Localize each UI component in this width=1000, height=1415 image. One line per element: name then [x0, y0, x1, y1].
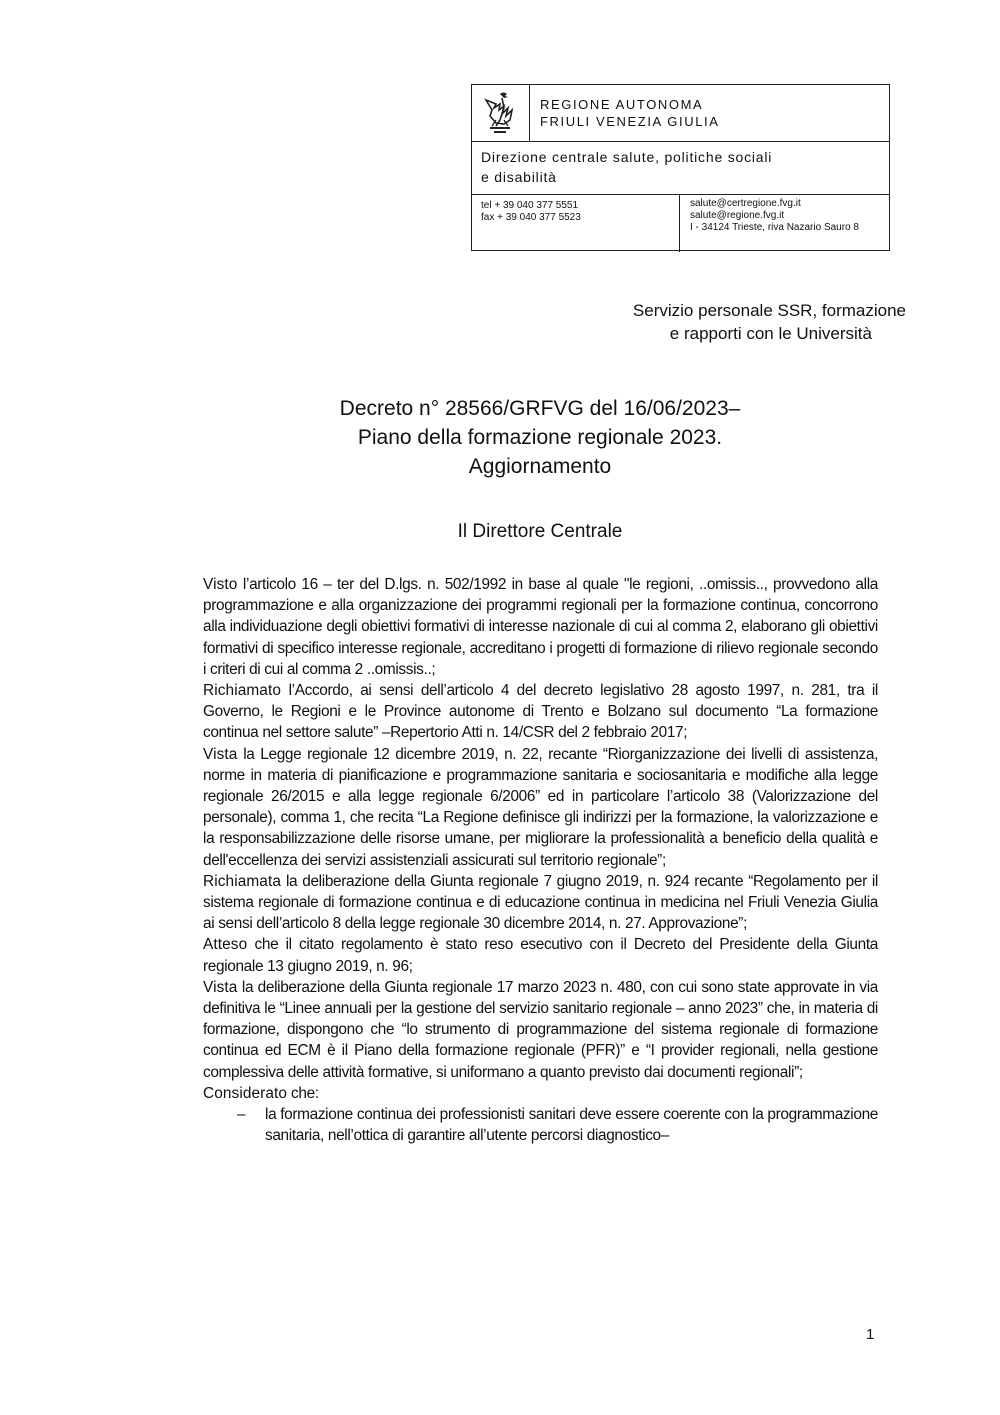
contact-row [472, 194, 889, 252]
phone-number: tel + 39 040 377 5551 [481, 200, 579, 211]
eagle-emblem-icon [480, 90, 520, 136]
paragraph-lead: Vista [203, 745, 238, 763]
paragraph [203, 680, 878, 744]
letterhead-header-row [472, 85, 889, 142]
paragraph [203, 871, 878, 935]
paragraph-lead: Vista [203, 978, 238, 996]
contact-addresses [690, 198, 859, 234]
letterhead [471, 84, 890, 251]
paragraph-text: l’Accordo, ai sensi dell’articolo 4 del decreto legislativo 28 agosto 1997, n. 281, tra il Governo, le Regioni e le Province autonome di Trento e Bolzano sul documento “La formazione continua nel settore salute” –Repertorio Atti n. 14/CSR del 2 febbraio 2017; [203, 682, 878, 742]
decree-title-line2: Piano della formazione regionale 2023. [357, 426, 723, 449]
paragraph-lead: Atteso [203, 936, 248, 954]
paragraph-text: che il citato regolamento è stato reso esecutivo con il Decreto del Presidente della Giunta regionale 13 giugno 2019, n. 96; [203, 936, 878, 975]
region-name [540, 96, 720, 130]
region-name-line1: REGIONE AUTONOMA [540, 97, 704, 112]
contact-divider [679, 194, 680, 252]
postal-address: I - 34124 Trieste, riva Nazario Sauro 8 [690, 222, 859, 233]
paragraph-lead: Visto [203, 576, 238, 593]
paragraph-text: l’articolo 16 – ter del D.lgs. n. 502/1992 in base al quale "le regioni, ..omissis.., provvedono alla programmazione e alla organizzazione dei programmi regionali per la formazione continua, concorrono alla individuazione degli obiettivi formativi di interesse nazionale di cui al comma 2, elaborano gli obiettivi formativi di specifico interesse regionale, accreditano i progetti di formazione di rilievo regionale secondo i criteri di cui al comma 2 ..omissis..; [203, 576, 878, 678]
decree-title [270, 394, 810, 481]
paragraph [203, 1083, 878, 1104]
logo-box [472, 85, 530, 141]
paragraph [203, 744, 878, 871]
department-row [472, 141, 889, 195]
paragraph-text: la deliberazione della Giunta regionale 7 giugno 2019, n. 924 recante “Regolamento per il sistema regionale di formazione continua e di educazione continua in medicina nel Friuli Venezia Giulia ai sensi dell’articolo 8 della legge regionale 30 dicembre 2014, n. 27. Approvazione”; [203, 872, 878, 933]
paragraph [203, 977, 878, 1083]
paragraph [203, 574, 878, 680]
email: salute@regione.fvg.it [690, 210, 785, 221]
paragraph-text: la Legge regionale 12 dicembre 2019, n. 22, recante “Riorganizzazione dei livelli di assistenza, norme in materia di pianificazione e programmazione sanitaria e sociosanitaria e modifiche alla legge regionale 26/2015 e alla legge regionale 6/2006” ed in particolare l’articolo 38 (Valorizzazione del personale), comma 1, che recita “La Regione definisce gli indirizzi per la formazione, la valorizzazione e la responsabilizzazione delle risorse umane, per migliorare la professionalità a beneficio della qualità e dell'eccellenza dei servizi assistenziali assicurati sul territorio regionale”; [203, 745, 878, 869]
page-number: 1 [866, 1326, 875, 1343]
decree-body [203, 574, 878, 1146]
paragraph-lead: Richiamata [203, 872, 281, 890]
paragraph-text: che: [287, 1084, 319, 1102]
service-line1: Servizio personale SSR, formazione [632, 301, 906, 320]
cert-email: salute@certregione.fvg.it [690, 198, 801, 209]
contact-phones [481, 200, 581, 224]
paragraph [203, 934, 878, 976]
paragraph-lead: Considerato [203, 1084, 288, 1102]
department-line2: e disabilità [481, 169, 557, 185]
fax-number: fax + 39 040 377 5523 [481, 212, 581, 223]
service-name [560, 299, 906, 345]
department-line1: Direzione centrale salute, politiche sociali [481, 149, 773, 165]
paragraph-lead: Richiamato [203, 682, 281, 700]
list-item-text: la formazione continua dei professionisti sanitari deve essere coerente con la programmazione sanitaria, nell’ottica di garantire all’utente percorsi diagnostico– [265, 1106, 878, 1145]
department-name [481, 147, 772, 187]
region-name-line2: FRIULI VENEZIA GIULIA [540, 114, 720, 129]
director-heading: Il Direttore Centrale [457, 521, 623, 542]
list-dash: – [237, 1106, 246, 1124]
decree-title-line1: Decreto n° 28566/GRFVG del 16/06/2023– [339, 397, 741, 420]
decree-title-line3: Aggiornamento [468, 455, 612, 478]
list-item [203, 1104, 878, 1146]
service-line2: e rapporti con le Università [669, 324, 872, 343]
paragraph-text: la deliberazione della Giunta regionale 17 marzo 2023 n. 480, con cui sono state approvate in via definitiva le “Linee annuali per la gestione del servizio sanitario regionale – anno 2023” che, in materia di formazione, dispongono che “lo strumento di programmazione del sistema regionale di formazione continua ed ECM è il Piano della formazione regionale (PFR)” e “I provider regionali, nella gestione complessiva delle attività formative, si uniformano a quanto previsto dai documenti regionali”; [203, 978, 878, 1081]
